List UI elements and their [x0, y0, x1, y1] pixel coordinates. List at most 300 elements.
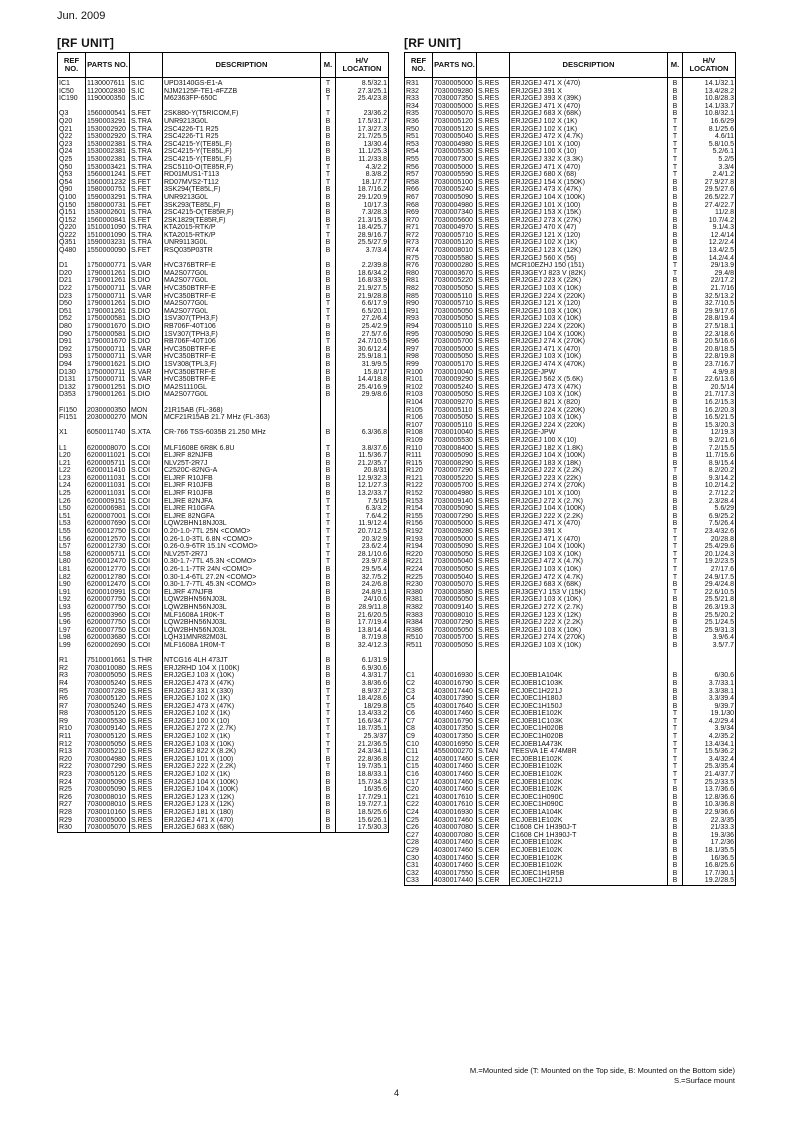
- ref-cell: R71: [405, 224, 433, 232]
- spacer-cell: [130, 422, 163, 430]
- type-cell: S.RES: [477, 224, 510, 232]
- type-cell: S.DIO: [130, 270, 163, 278]
- mount-side-cell: T: [321, 232, 336, 240]
- type-cell: S.RES: [477, 520, 510, 528]
- type-cell: S.CER: [477, 870, 510, 878]
- table-row: [405, 566, 736, 574]
- parts-no-cell: 7030004980: [433, 141, 477, 149]
- location-cell: 10.7/4.2: [683, 217, 736, 225]
- parts-no-cell: 1750000711: [86, 376, 130, 384]
- parts-no-cell: 1530002381: [86, 148, 130, 156]
- ref-cell: L98: [58, 634, 86, 642]
- parts-no-cell: 7030008010: [433, 612, 477, 620]
- mount-side-cell: T: [321, 688, 336, 696]
- description-cell: NLV25T-2R7J: [163, 460, 321, 468]
- parts-no-cell: 7030003580: [433, 589, 477, 597]
- description-cell: RSQ035P03TR: [163, 247, 321, 255]
- type-cell: MON: [130, 414, 163, 422]
- ref-cell: R28: [58, 809, 86, 817]
- type-cell: S.RES: [130, 824, 163, 832]
- description-cell: ERJ2GEJ 104 X (100K): [510, 331, 668, 339]
- ref-cell: R29: [58, 817, 86, 825]
- description-cell: ERJ2GEJ 473 X (47K): [510, 384, 668, 392]
- ref-cell: Q150: [58, 202, 86, 210]
- ref-cell: R224: [405, 566, 433, 574]
- parts-no-cell: 6200005711: [86, 551, 130, 559]
- location-cell: 14.4/18.8: [336, 376, 389, 384]
- type-cell: S.RES: [477, 141, 510, 149]
- type-cell: S.RES: [477, 429, 510, 437]
- location-cell: 21.7/25.5: [336, 133, 389, 141]
- description-cell: MLF1608A 1R0K-T: [163, 612, 321, 620]
- ref-cell: Q222: [58, 232, 86, 240]
- table-row: [58, 133, 389, 141]
- location-cell: 16/36.5: [683, 855, 736, 863]
- type-cell: S.CER: [477, 733, 510, 741]
- spacer-cell: [58, 399, 86, 407]
- description-cell: ERJ2GEJ 562 X (5.6K): [510, 376, 668, 384]
- location-cell: 18.1/7.7: [336, 179, 389, 187]
- ref-cell: L57: [58, 543, 86, 551]
- ref-cell: R80: [405, 270, 433, 278]
- location-cell: 25.4/2.9: [336, 323, 389, 331]
- table-row: [58, 308, 389, 316]
- type-cell: S.DIO: [130, 384, 163, 392]
- type-cell: S.DIO: [130, 331, 163, 339]
- type-cell: S.COI: [130, 627, 163, 635]
- table-row: [58, 733, 389, 741]
- type-cell: S.RES: [477, 596, 510, 604]
- table-row: [405, 232, 736, 240]
- parts-no-cell: 1190000350: [86, 95, 130, 103]
- type-cell: S.TRA: [130, 156, 163, 164]
- location-cell: 16.2/15.3: [683, 399, 736, 407]
- location-cell: 19.2/23.5: [683, 558, 736, 566]
- location-cell: 7.5/26.4: [683, 520, 736, 528]
- ref-cell: Q20: [58, 118, 86, 126]
- parts-table-left: [57, 52, 389, 833]
- table-row: [58, 482, 389, 490]
- parts-no-cell: 4030017350: [433, 725, 477, 733]
- ref-cell: R95: [405, 331, 433, 339]
- col-header-location: H/V LOCATION: [683, 53, 736, 78]
- table-row: [405, 877, 736, 885]
- location-cell: 22.3/35: [683, 817, 736, 825]
- ref-cell: R220: [405, 551, 433, 559]
- location-cell: 12.9/32.3: [336, 475, 389, 483]
- location-cell: 13/30.4: [336, 141, 389, 149]
- parts-no-cell: 7030005090: [433, 452, 477, 460]
- mount-side-cell: B: [321, 217, 336, 225]
- description-cell: 2SC5110-O(TE85R,F): [163, 164, 321, 172]
- ref-cell: R105: [405, 407, 433, 415]
- description-cell: UPD3140GS-E1-A: [163, 78, 321, 88]
- type-cell: S.TRA: [130, 194, 163, 202]
- table-row: [58, 725, 389, 733]
- ref-cell: R511: [405, 642, 433, 650]
- type-cell: S.RES: [130, 672, 163, 680]
- type-cell: S.RES: [477, 475, 510, 483]
- parts-no-cell: 7030005050: [433, 596, 477, 604]
- table-row: [405, 756, 736, 764]
- description-cell: ERJ2GEJ 471 X (470): [510, 346, 668, 354]
- ref-cell: L90: [58, 581, 86, 589]
- ref-cell: C32: [405, 870, 433, 878]
- type-cell: S.RES: [477, 604, 510, 612]
- type-cell: S.FET: [130, 110, 163, 118]
- ref-cell: L99: [58, 642, 86, 650]
- table-row: [58, 604, 389, 612]
- description-cell: HVC376BTRF-E: [163, 262, 321, 270]
- mount-side-cell: T: [321, 710, 336, 718]
- ref-cell: R384: [405, 619, 433, 627]
- ref-cell: L25: [58, 490, 86, 498]
- parts-no-cell: 7030004970: [433, 224, 477, 232]
- table-row: [405, 103, 736, 111]
- parts-no-cell: 7030009140: [433, 498, 477, 506]
- location-cell: 26.5/22.7: [683, 194, 736, 202]
- location-cell: 29.9/8.6: [336, 391, 389, 399]
- mount-side-cell: T: [321, 338, 336, 346]
- spacer-cell: [58, 650, 86, 658]
- parts-no-cell: 7030005700: [433, 634, 477, 642]
- type-cell: S.COI: [130, 498, 163, 506]
- parts-no-cell: 7030005050: [433, 551, 477, 559]
- mount-side-cell: T: [668, 574, 683, 582]
- description-cell: ECJ0EB1E102K: [510, 839, 668, 847]
- ref-cell: D1: [58, 262, 86, 270]
- parts-no-cell: 1550000090: [86, 247, 130, 255]
- type-cell: S.CER: [477, 756, 510, 764]
- location-cell: 25.4/23.8: [336, 95, 389, 103]
- type-cell: S.COI: [130, 490, 163, 498]
- mount-side-cell: B: [321, 801, 336, 809]
- description-cell: ECJ0EB1C103K: [510, 680, 668, 688]
- description-cell: ELJRF R10JFB: [163, 482, 321, 490]
- table-row: [58, 164, 389, 172]
- mount-side-cell: T: [321, 110, 336, 118]
- description-cell: ERJ2GEJ 224 X (220K): [510, 323, 668, 331]
- ref-cell: L97: [58, 627, 86, 635]
- description-cell: ERJ2GEJ 123 X (12K): [510, 612, 668, 620]
- mount-side-cell: B: [668, 247, 683, 255]
- mount-side-cell: B: [668, 391, 683, 399]
- mount-side-cell: T: [321, 558, 336, 566]
- parts-no-cell: 7030005000: [433, 78, 477, 88]
- description-cell: 2SC4226-T1 R25: [163, 126, 321, 134]
- parts-no-cell: 6200012780: [86, 574, 130, 582]
- table-row: [405, 855, 736, 863]
- ref-cell: C25: [405, 817, 433, 825]
- parts-no-cell: 7030005050: [433, 308, 477, 316]
- parts-no-cell: 2030000350: [86, 407, 130, 415]
- mount-side-cell: T: [668, 118, 683, 126]
- description-cell: ERJ2GEJ 473 X (47K): [163, 680, 321, 688]
- mount-side-cell: B: [668, 703, 683, 711]
- mount-side-cell: B: [321, 361, 336, 369]
- type-cell: S.IC: [130, 78, 163, 88]
- mount-side-cell: B: [321, 612, 336, 620]
- mount-side-cell: [321, 407, 336, 415]
- mount-side-cell: T: [668, 566, 683, 574]
- table-row: [58, 748, 389, 756]
- description-cell: 2SC4226-T1 R25: [163, 133, 321, 141]
- parts-no-cell: 6200005711: [86, 460, 130, 468]
- location-cell: 24.9/17.5: [683, 574, 736, 582]
- location-cell: 15.8/17: [336, 369, 389, 377]
- table-row: [405, 270, 736, 278]
- parts-no-cell: 6200003680: [86, 634, 130, 642]
- location-cell: 32.5/13.2: [683, 293, 736, 301]
- table-row: [58, 338, 389, 346]
- description-cell: TEESVA 1E 474M8R: [510, 748, 668, 756]
- location-cell: 16/35.6: [336, 786, 389, 794]
- type-cell: S.RES: [477, 118, 510, 126]
- location-cell: 8.3/8.2: [336, 171, 389, 179]
- type-cell: S.RES: [130, 688, 163, 696]
- description-cell: ECJ0EC1H221J: [510, 877, 668, 885]
- description-cell: ERJ2GEJ 103 X (10K): [510, 308, 668, 316]
- ref-cell: R101: [405, 376, 433, 384]
- type-cell: S.COI: [130, 581, 163, 589]
- parts-no-cell: 7030010040: [433, 369, 477, 377]
- parts-no-cell: 1590003291: [86, 118, 130, 126]
- type-cell: S.CER: [477, 763, 510, 771]
- location-cell: 11.2/33.8: [336, 156, 389, 164]
- table-header-row: [405, 53, 736, 78]
- mount-side-cell: B: [668, 596, 683, 604]
- ref-cell: Q21: [58, 126, 86, 134]
- location-cell: 7.5/15: [336, 498, 389, 506]
- table-row: [405, 369, 736, 377]
- footnote-surface-mount: S.=Surface mount: [674, 1076, 735, 1085]
- ref-cell: L80: [58, 558, 86, 566]
- mount-side-cell: B: [668, 505, 683, 513]
- location-cell: 25.4/16.9: [336, 384, 389, 392]
- ref-cell: R55: [405, 156, 433, 164]
- ref-cell: R90: [405, 300, 433, 308]
- parts-no-cell: 7030005090: [433, 505, 477, 513]
- type-cell: S.RES: [130, 794, 163, 802]
- type-cell: S.COI: [130, 543, 163, 551]
- parts-no-cell: 1750000581: [86, 331, 130, 339]
- ref-cell: R4: [58, 680, 86, 688]
- location-cell: 27.9/27.8: [683, 179, 736, 187]
- table-row: [405, 171, 736, 179]
- table-row: [405, 718, 736, 726]
- description-cell: ERJ2GEJ 121 X (120): [510, 300, 668, 308]
- spacer-cell: [433, 657, 477, 665]
- location-cell: 18.4/25.7: [336, 224, 389, 232]
- type-cell: S.RES: [477, 186, 510, 194]
- table-row: [58, 642, 389, 650]
- mount-side-cell: T: [668, 718, 683, 726]
- mount-side-cell: B: [668, 407, 683, 415]
- mount-side-cell: B: [668, 255, 683, 263]
- table-row: [405, 285, 736, 293]
- description-cell: ERJ2RHD 104 X (100K): [163, 665, 321, 673]
- table-row: [58, 505, 389, 513]
- mount-side-cell: B: [321, 141, 336, 149]
- mount-side-cell: B: [321, 475, 336, 483]
- table-row: [405, 361, 736, 369]
- ref-cell: R51: [405, 133, 433, 141]
- parts-no-cell: 1790001670: [86, 338, 130, 346]
- table-row: [405, 452, 736, 460]
- ref-cell: Q54: [58, 179, 86, 187]
- type-cell: S.RES: [477, 551, 510, 559]
- type-cell: S.RES: [477, 353, 510, 361]
- description-cell: HVC350BTRF-E: [163, 293, 321, 301]
- parts-no-cell: 7030008290: [433, 460, 477, 468]
- type-cell: S.CER: [477, 688, 510, 696]
- location-cell: 17.5/31.7: [336, 118, 389, 126]
- mount-side-cell: B: [321, 384, 336, 392]
- type-cell: S.RES: [477, 361, 510, 369]
- location-cell: 8.7/19.8: [336, 634, 389, 642]
- mount-side-cell: B: [668, 855, 683, 863]
- ref-cell: L26: [58, 498, 86, 506]
- ref-cell: IC1: [58, 78, 86, 88]
- table-row: [58, 817, 389, 825]
- parts-no-cell: 4030017460: [433, 771, 477, 779]
- mount-side-cell: B: [668, 338, 683, 346]
- parts-no-cell: 7030008010: [86, 801, 130, 809]
- mount-side-cell: B: [668, 809, 683, 817]
- type-cell: S.RES: [130, 703, 163, 711]
- location-cell: 25.1/24.5: [683, 619, 736, 627]
- col-header-parts: PARTS NO.: [86, 53, 130, 78]
- description-cell: UNR9213G0L: [163, 118, 321, 126]
- parts-no-cell: 1790001261: [86, 270, 130, 278]
- ref-cell: R68: [405, 202, 433, 210]
- table-row: [405, 725, 736, 733]
- parts-no-cell: 7030005000: [433, 536, 477, 544]
- table-row: [405, 293, 736, 301]
- parts-no-cell: 4030016790: [433, 718, 477, 726]
- ref-cell: R66: [405, 186, 433, 194]
- description-cell: MLF1608A 1R0M-T: [163, 642, 321, 650]
- location-cell: 28.9/11.8: [336, 604, 389, 612]
- mount-side-cell: T: [668, 270, 683, 278]
- type-cell: S.CER: [477, 703, 510, 711]
- description-cell: ERJ2GEJ 121 X (120): [510, 232, 668, 240]
- ref-cell: L20: [58, 452, 86, 460]
- type-cell: S.RES: [477, 95, 510, 103]
- location-cell: 13.4/2.5: [683, 247, 736, 255]
- table-row: [58, 589, 389, 597]
- spacer-cell: [58, 437, 86, 445]
- parts-no-cell: 1530002920: [86, 126, 130, 134]
- table-row: [58, 285, 389, 293]
- type-cell: S.RES: [477, 369, 510, 377]
- description-cell: 1SV307(TPH3,F): [163, 315, 321, 323]
- parts-no-cell: 1510001090: [86, 232, 130, 240]
- type-cell: S.CER: [477, 794, 510, 802]
- parts-no-cell: 4030017350: [433, 733, 477, 741]
- spacer-cell: [405, 657, 433, 665]
- ref-cell: R9: [58, 718, 86, 726]
- type-cell: S.COI: [130, 475, 163, 483]
- spacer-cell: [321, 437, 336, 445]
- location-cell: 19.7/27.1: [336, 801, 389, 809]
- parts-no-cell: 7030005110: [433, 293, 477, 301]
- parts-no-cell: 7030005120: [433, 118, 477, 126]
- ref-cell: C27: [405, 832, 433, 840]
- location-cell: 16.6/29: [683, 118, 736, 126]
- spacer-row: [405, 665, 736, 673]
- description-cell: KTA2015-RTK/P: [163, 232, 321, 240]
- table-row: [405, 801, 736, 809]
- mount-side-cell: B: [668, 103, 683, 111]
- table-row: [405, 110, 736, 118]
- ref-cell: R380: [405, 589, 433, 597]
- spacer-cell: [130, 103, 163, 111]
- ref-cell: R82: [405, 285, 433, 293]
- description-cell: ERJ2GEJ 274 X (270K): [510, 634, 668, 642]
- ref-cell: R58: [405, 179, 433, 187]
- location-cell: 13.4/33.2: [336, 710, 389, 718]
- description-cell: ERJ2GEJ 560 X (56): [510, 255, 668, 263]
- location-cell: 11.1/25.3: [336, 148, 389, 156]
- table-row: [405, 148, 736, 156]
- location-cell: 27.3/25.1: [336, 88, 389, 96]
- parts-no-cell: 1590003231: [86, 239, 130, 247]
- location-cell: 19.2/28.5: [683, 877, 736, 885]
- spacer-cell: [86, 650, 130, 658]
- description-cell: ERJ2GEJ 123 X (12K): [163, 801, 321, 809]
- type-cell: S.DIO: [130, 338, 163, 346]
- location-cell: 15.3/20.3: [683, 422, 736, 430]
- description-cell: ERJ2GEJ 273 X (27K): [510, 217, 668, 225]
- mount-side-cell: B: [668, 194, 683, 202]
- table-row: [405, 824, 736, 832]
- spacer-cell: [510, 665, 668, 673]
- ref-cell: R33: [405, 95, 433, 103]
- type-cell: S.COI: [130, 536, 163, 544]
- mount-side-cell: B: [668, 217, 683, 225]
- location-cell: 13.4/34.1: [683, 741, 736, 749]
- parts-no-cell: 6200011410: [86, 467, 130, 475]
- ref-cell: L82: [58, 574, 86, 582]
- mount-side-cell: T: [321, 224, 336, 232]
- mount-side-cell: B: [668, 817, 683, 825]
- ref-cell: IC50: [58, 88, 86, 96]
- location-cell: 10.8/32.1: [683, 110, 736, 118]
- location-cell: 6/30.6: [683, 672, 736, 680]
- description-cell: ELJRE 82NJFA: [163, 498, 321, 506]
- mount-side-cell: T: [668, 126, 683, 134]
- description-cell: ECJ0EB1E102K: [510, 786, 668, 794]
- location-cell: 2.4/1.2: [683, 171, 736, 179]
- mount-side-cell: B: [668, 186, 683, 194]
- type-cell: S.RES: [130, 665, 163, 673]
- ref-cell: R13: [58, 748, 86, 756]
- ref-cell: Q351: [58, 239, 86, 247]
- description-cell: 0.30-1.4-6TL 27.2N <COMO>: [163, 574, 321, 582]
- table-row: [58, 619, 389, 627]
- mount-side-cell: T: [321, 703, 336, 711]
- mount-side-cell: B: [668, 612, 683, 620]
- description-cell: 0.30-1.7-7TL 45.3N <COMO>: [163, 581, 321, 589]
- ref-cell: R7: [58, 703, 86, 711]
- location-cell: 6.3/36.8: [336, 429, 389, 437]
- ref-cell: R94: [405, 323, 433, 331]
- table-row: [58, 543, 389, 551]
- description-cell: ERJ2GEJ 471 X (470): [510, 164, 668, 172]
- parts-no-cell: 1530002601: [86, 209, 130, 217]
- description-cell: ERJ2GEJ 472 X (4.7K): [510, 574, 668, 582]
